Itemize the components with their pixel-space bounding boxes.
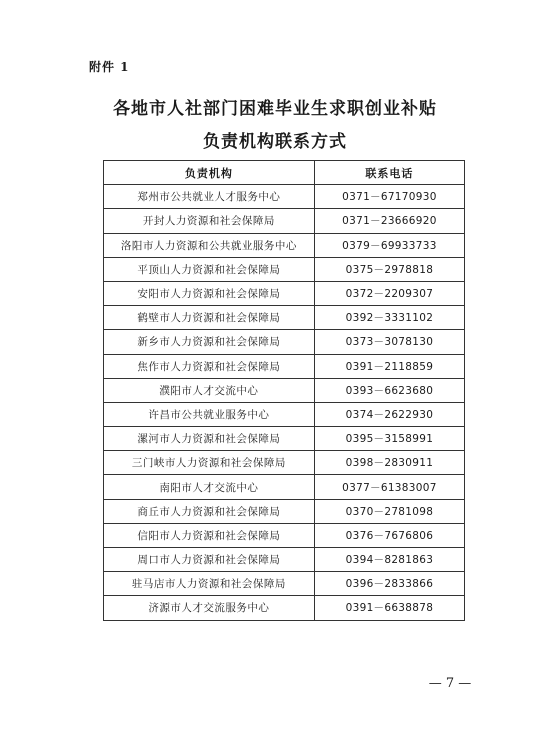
phone-cell: 0377－61383007 — [314, 475, 464, 499]
org-cell: 三门峡市人力资源和社会保障局 — [104, 451, 315, 475]
org-cell: 周口市人力资源和社会保障局 — [104, 548, 315, 572]
org-cell: 漯河市人力资源和社会保障局 — [104, 427, 315, 451]
org-cell: 安阳市人力资源和社会保障局 — [104, 281, 315, 305]
table-row — [104, 475, 465, 499]
table-row — [104, 499, 465, 523]
org-cell: 焦作市人力资源和社会保障局 — [104, 354, 315, 378]
phone-cell: 0398－2830911 — [314, 451, 464, 475]
table-row — [104, 596, 465, 620]
header-org: 负责机构 — [104, 161, 315, 185]
header-phone: 联系电话 — [314, 161, 464, 185]
org-cell: 信阳市人力资源和社会保障局 — [104, 523, 315, 547]
table-row — [104, 354, 465, 378]
phone-cell: 0374－2622930 — [314, 402, 464, 426]
table-row — [104, 306, 465, 330]
table-row — [104, 572, 465, 596]
phone-cell: 0395－3158991 — [314, 427, 464, 451]
org-cell: 驻马店市人力资源和社会保障局 — [104, 572, 315, 596]
org-cell: 濮阳市人才交流中心 — [104, 378, 315, 402]
document-subtitle: 负责机构联系方式 — [203, 132, 347, 152]
phone-cell: 0391－2118859 — [314, 354, 464, 378]
table-row — [104, 548, 465, 572]
page-number: — 7 — — [428, 676, 472, 691]
phone-cell: 0393－6623680 — [314, 378, 464, 402]
table-row — [104, 378, 465, 402]
org-cell: 郑州市公共就业人才服务中心 — [104, 185, 315, 209]
phone-cell: 0379－69933733 — [314, 233, 464, 257]
document-title: 各地市人社部门困难毕业生求职创业补贴 — [113, 99, 437, 119]
org-cell: 鹤壁市人力资源和社会保障局 — [104, 306, 315, 330]
attachment-label: 附件 1 — [89, 60, 130, 74]
table-row — [104, 402, 465, 426]
table-row — [104, 451, 465, 475]
org-cell: 商丘市人力资源和社会保障局 — [104, 499, 315, 523]
phone-cell: 0376－7676806 — [314, 523, 464, 547]
phone-cell: 0371－23666920 — [314, 209, 464, 233]
table-row — [104, 330, 465, 354]
phone-cell: 0372－2209307 — [314, 281, 464, 305]
table-row — [104, 523, 465, 547]
org-cell: 开封人力资源和社会保障局 — [104, 209, 315, 233]
phone-cell: 0394－8281863 — [314, 548, 464, 572]
phone-cell: 0370－2781098 — [314, 499, 464, 523]
phone-cell: 0391－6638878 — [314, 596, 464, 620]
table-row — [104, 257, 465, 281]
org-cell: 洛阳市人力资源和公共就业服务中心 — [104, 233, 315, 257]
phone-cell: 0396－2833866 — [314, 572, 464, 596]
org-cell: 许昌市公共就业服务中心 — [104, 402, 315, 426]
table-row — [104, 427, 465, 451]
org-cell: 济源市人才交流服务中心 — [104, 596, 315, 620]
org-cell: 新乡市人力资源和社会保障局 — [104, 330, 315, 354]
phone-cell: 0392－3331102 — [314, 306, 464, 330]
table-row — [104, 209, 465, 233]
contacts-table — [103, 160, 465, 621]
phone-cell: 0371－67170930 — [314, 185, 464, 209]
table-header-row — [104, 161, 465, 185]
org-cell: 南阳市人才交流中心 — [104, 475, 315, 499]
org-cell: 平顶山人力资源和社会保障局 — [104, 257, 315, 281]
table-row — [104, 281, 465, 305]
table-row — [104, 233, 465, 257]
phone-cell: 0375－2978818 — [314, 257, 464, 281]
phone-cell: 0373－3078130 — [314, 330, 464, 354]
table-row — [104, 185, 465, 209]
